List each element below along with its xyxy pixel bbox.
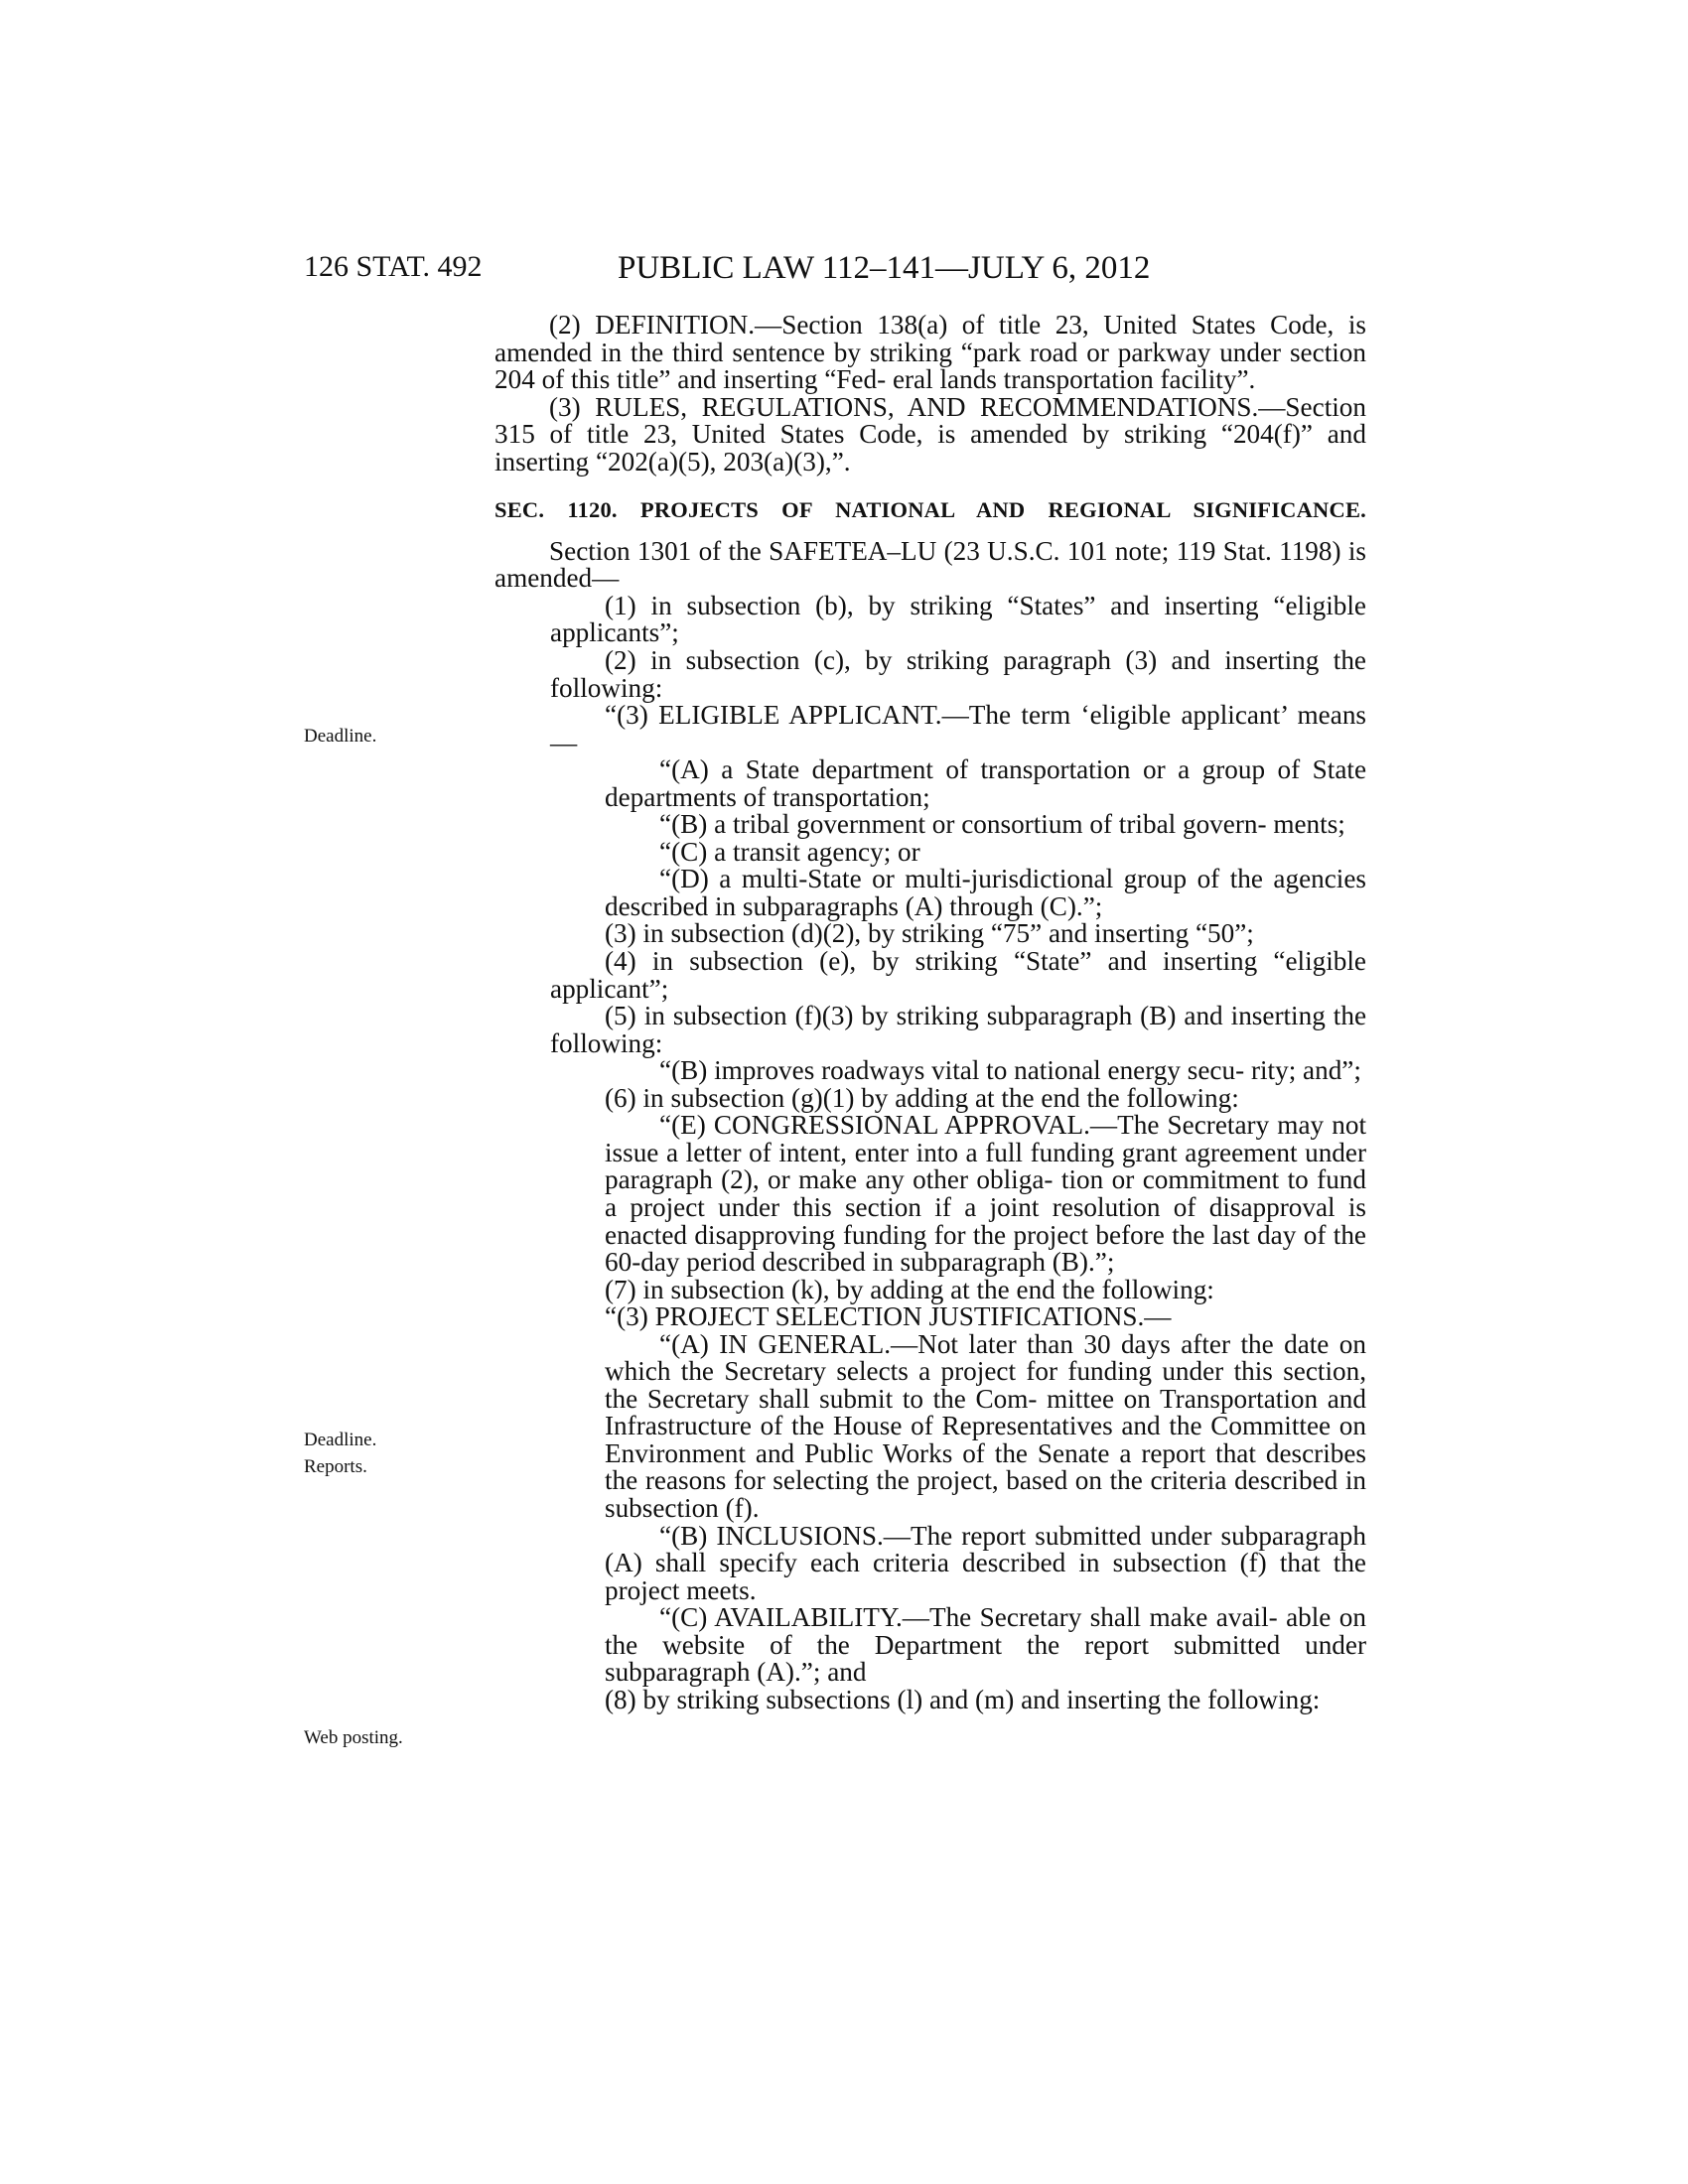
margin-note-deadline-1: Deadline. — [304, 726, 377, 747]
margin-note-deadline-2: Deadline. — [304, 1430, 377, 1450]
paragraph: “(3) ELIGIBLE APPLICANT.—The term ‘eligible applicant’ means— — [550, 700, 1366, 757]
paragraph: (4) in subsection (e), by striking “State” and inserting “eligible applicant”; — [550, 946, 1366, 1004]
paragraph: “(E) CONGRESSIONAL APPROVAL.—The Secretary may not issue a letter of intent, enter into a full funding grant agreement under paragraph (2), or make any other obliga- tion or commitment to fund a project under this section if a joint resolution of disapproval is enacted disapproving funding for the project before the last day of the 60-day period described in subparagraph (B).”; — [605, 1110, 1367, 1278]
paragraph: (6) in subsection (g)(1) by adding at the end the following: — [605, 1082, 1239, 1113]
paragraph: “(B) a tribal government or consortium of tribal govern- ments; — [659, 809, 1345, 840]
section-heading: SEC. 1120. PROJECTS OF NATIONAL AND REGIONAL SIGNIFICANCE. — [494, 497, 1366, 523]
paragraph: (2) DEFINITION.—Section 138(a) of title 23, United States Code, is amended in the third sentence by striking “park road or parkway under section 204 of this title” and inserting “Fed- eral lands transportation facility”. — [494, 310, 1367, 395]
paragraph: Section 1301 of the SAFETEA–LU (23 U.S.C. 101 note; 119 Stat. 1198) is amended— — [494, 535, 1367, 594]
header-stat: 126 STAT. 492 — [304, 250, 483, 283]
paragraph: (8) by striking subsections (l) and (m) and inserting the following: — [605, 1684, 1321, 1714]
document-body — [494, 312, 1366, 1713]
paragraph: (2) in subsection (c), by striking paragraph (3) and inserting the following: — [550, 645, 1366, 703]
paragraph: “(C) a transit agency; or — [659, 836, 920, 867]
paragraph: “(D) a multi-State or multi-jurisdictional group of the agencies described in subparagraphs (A) through (C).”; — [605, 864, 1366, 921]
paragraph: “(B) INCLUSIONS.—The report submitted under subparagraph (A) shall specify each criteria described in subsection (f) that the project meets. — [605, 1520, 1366, 1605]
paragraph: (3) RULES, REGULATIONS, AND RECOMMENDATIONS.—Section 315 of title 23, United States Code, is amended by striking “204(f)” and inserting “202(a)(5), 203(a)(3),”. — [494, 391, 1366, 477]
paragraph: (7) in subsection (k), by adding at the end the following: — [605, 1274, 1214, 1304]
paragraph: “(B) improves roadways vital to national energy secu- rity; and”; — [659, 1055, 1361, 1086]
paragraph: “(A) a State department of transportation or a group of State departments of transportation; — [605, 754, 1367, 812]
paragraph: “(C) AVAILABILITY.—The Secretary shall make avail- able on the website of the Department the report submitted under subparagraph (A).”; and — [605, 1602, 1367, 1688]
header-title: PUBLIC LAW 112–141—JULY 6, 2012 — [618, 250, 1151, 286]
paragraph: “(A) IN GENERAL.—Not later than 30 days after the date on which the Secretary selects a project for funding under this section, the Secretary shall submit to the Com- mittee on Transportation and Infrastructure of the House of Representatives and the Committee on Environment and Public Works of the Senate a report that describes the reasons for selecting the project, based on the criteria described in subsection (f). — [605, 1328, 1367, 1523]
margin-note-web-posting: Web posting. — [304, 1727, 403, 1748]
paragraph: “(3) PROJECT SELECTION JUSTIFICATIONS.— — [605, 1301, 1172, 1332]
paragraph: (3) in subsection (d)(2), by striking “75” and inserting “50”; — [605, 918, 1254, 949]
margin-note-reports: Reports. — [304, 1456, 367, 1477]
paragraph: (1) in subsection (b), by striking “States” and inserting “eligible applicants”; — [550, 590, 1366, 648]
paragraph: (5) in subsection (f)(3) by striking subparagraph (B) and inserting the following: — [550, 1001, 1367, 1058]
